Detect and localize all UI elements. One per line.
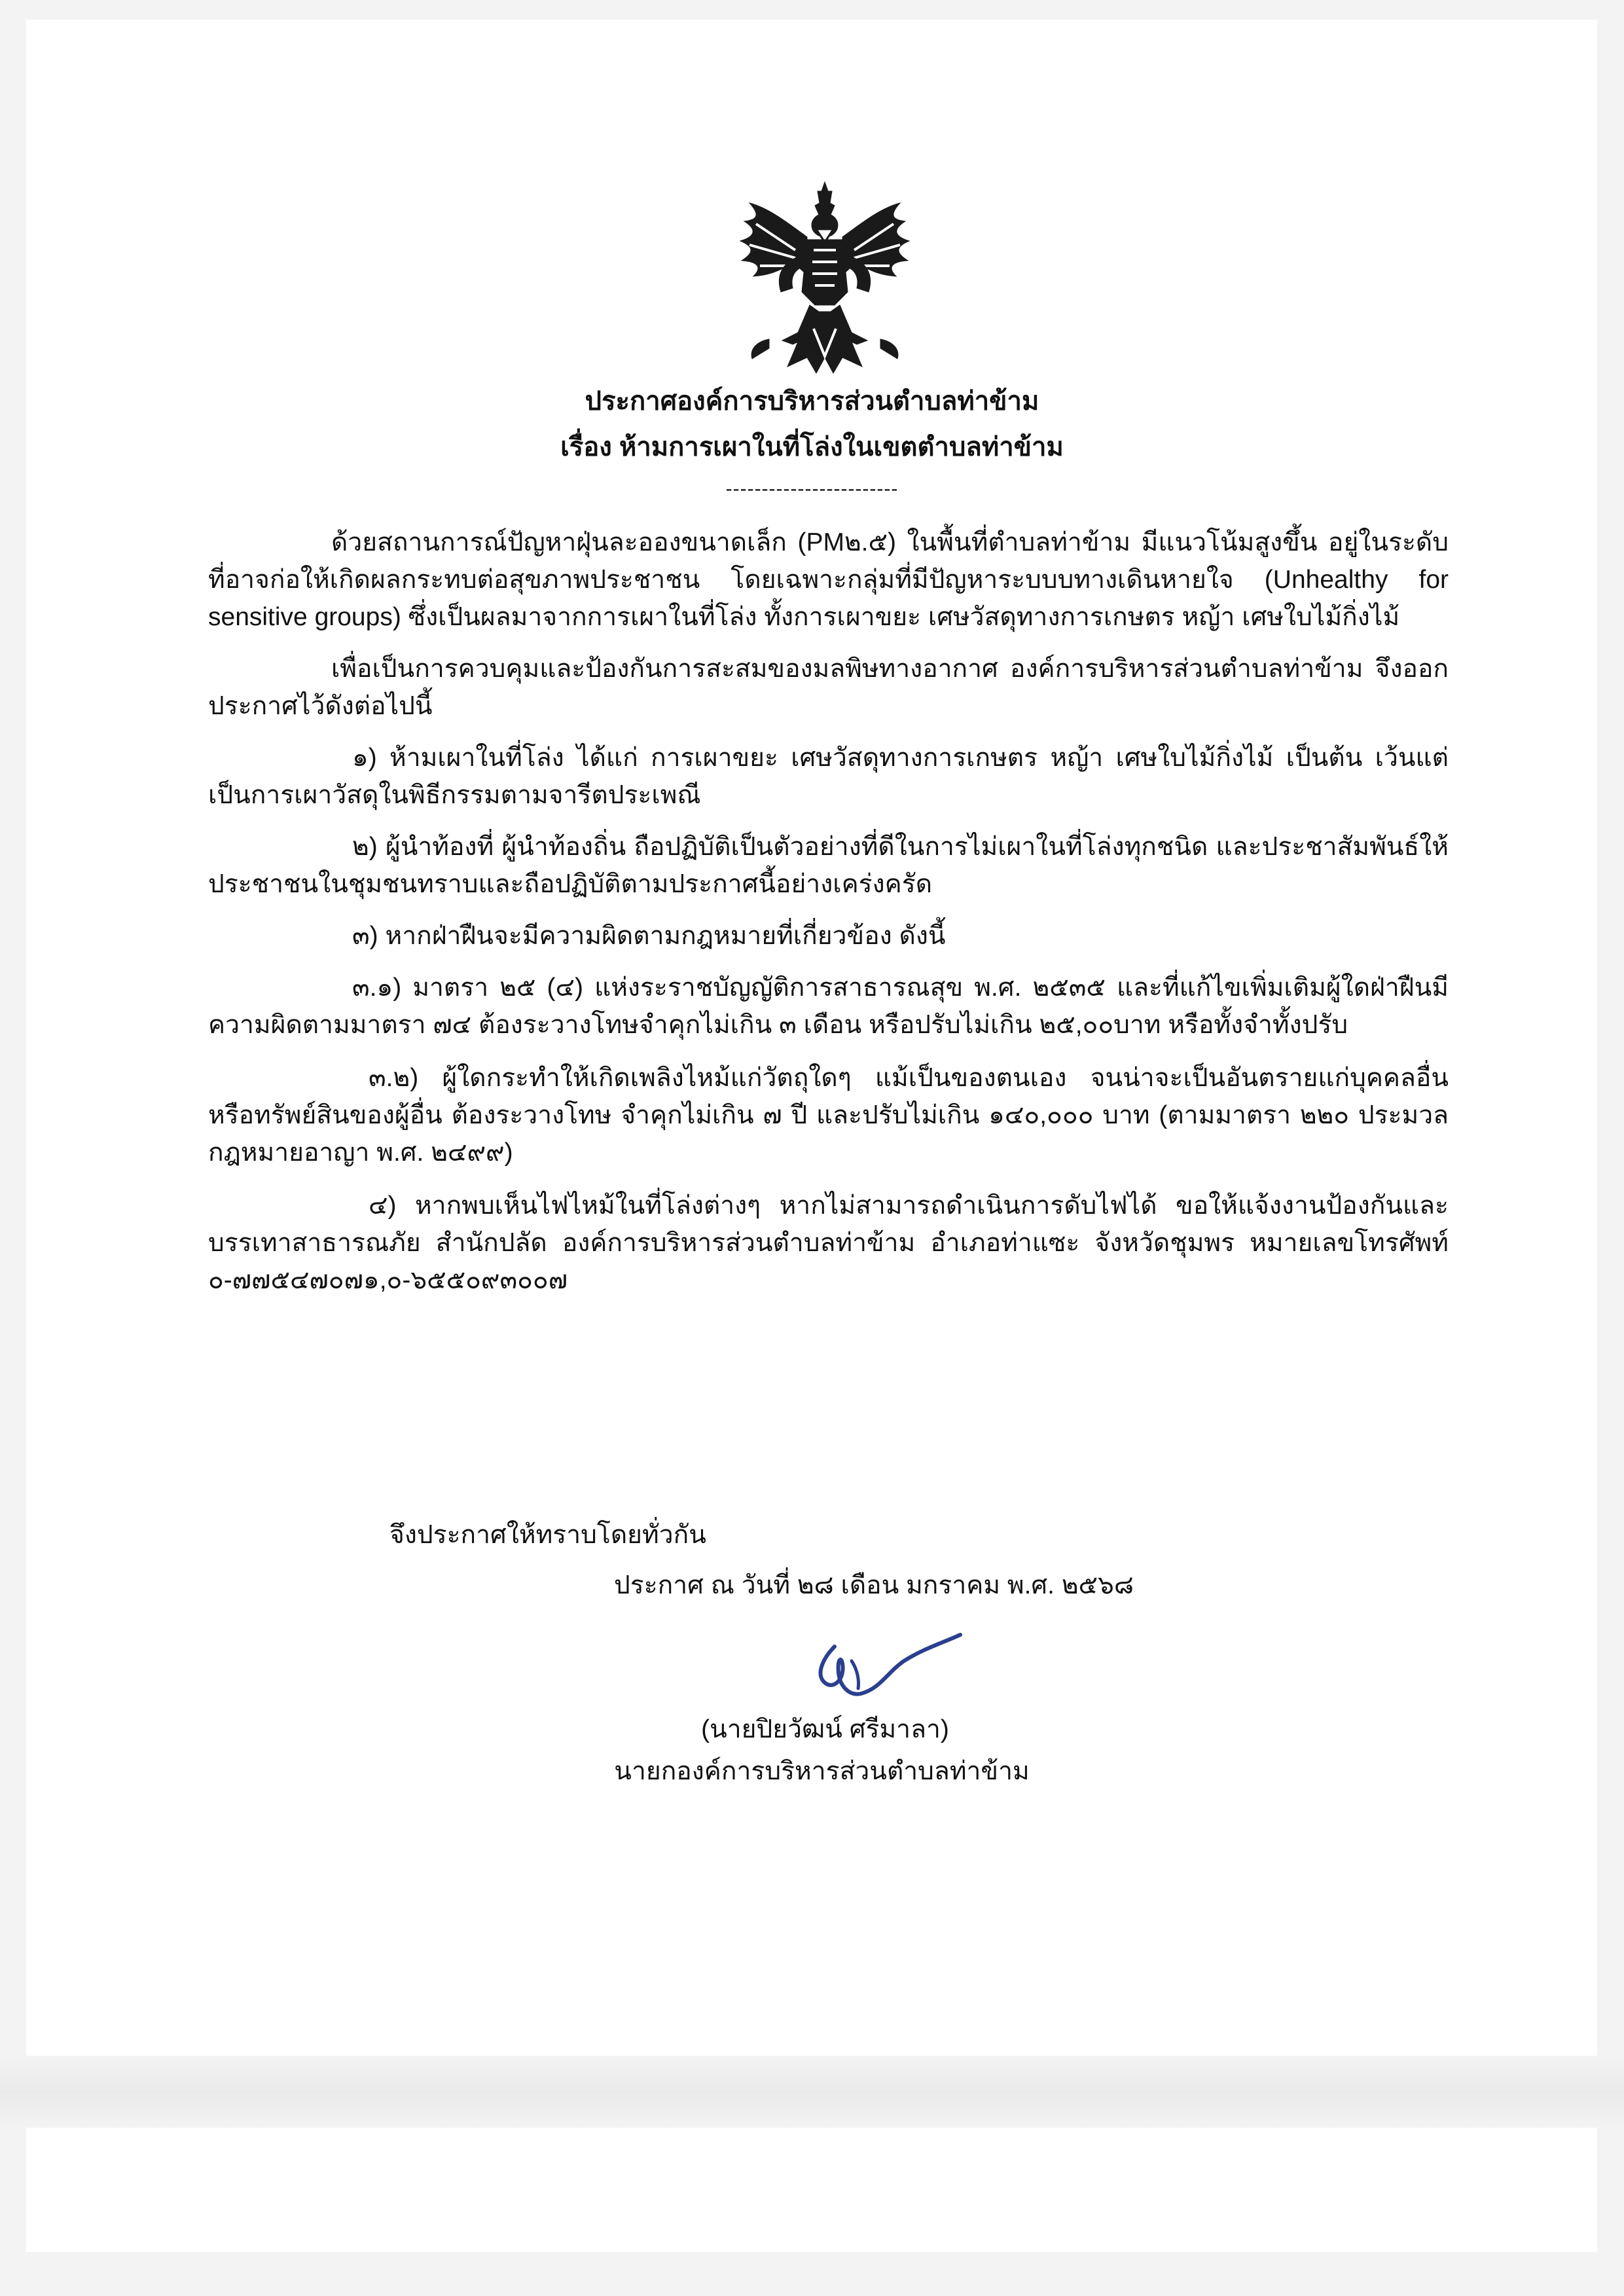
announcement-date: ประกาศ ณ วันที่ ๒๘ เดือน มกราคม พ.ศ. ๒๕๖๘ [614,1571,1134,1599]
garuda-emblem-icon [730,177,920,380]
announcement-subject: เรื่อง ห้ามการเผาในที่โล่งในเขตตำบลท่าข้าม [560,433,1064,462]
rule-item-4: ๔) หากพบเห็นไฟไหม้ในที่โล่งต่างๆ หากไม่สามารถดำเนินการดับไฟได้ ขอให้แจ้งงานป้องกันและบรรเทาสาธารณภัย สำนักปลัด องค์การบริหารส่วนตำบลท่าข้าม อำเภอท่าแซะ จังหวัดชุมพร หมายเลขโทรศัพท์ ๐-๗๗๕๔๗๐๗๑,๐-๖๕๕๐๙๓๐๐๗ [208,1192,1449,1294]
title-divider: ------------------------ [725,478,899,500]
rule-item-2: ๒) ผู้นำท้องที่ ผู้นำท้องถิ่น ถือปฏิบัติเป็นตัวอย่างที่ดีในการไม่เผาในที่โล่งทุกชนิด และประชาสัมพันธ์ให้ประชาชนในชุมชนทราบและถือปฏิบัติตามประกาศนี้อย่างเคร่งครัด [208,833,1449,898]
rule-item-3-2: ๓.๒) ผู้ใดกระทำให้เกิดเพลิงไหม้แก่วัตถุใดๆ แม้เป็นของตนเอง จนน่าจะเป็นอันตรายแก่บุคคลอื่น หรือทรัพย์สินของผู้อื่น ต้องระวางโทษ จำคุกไม่เกิน ๗ ปี และปรับไม่เกิน ๑๔๐,๐๐๐ บาท (ตามมาตรา ๒๒๐ ประมวลกฎหมายอาญา พ.ศ. ๒๔๙๙) [208,1064,1449,1167]
closing-announce: จึงประกาศให้ทราบโดยทั่วกัน [389,1521,706,1549]
paragraph-situation: ด้วยสถานการณ์ปัญหาฝุ่นละอองขนาดเล็ก (PM๒.๕) ในพื้นที่ตำบลท่าข้าม มีแนวโน้มสูงขึ้น อยู่ในระดับที่อาจก่อให้เกิดผลกระทบต่อสุขภาพประชาชน โดยเฉพาะกลุ่มที่มีปัญหาระบบบทางเดินหายใจ (Unhealthy for sensitive groups) ซึ่งเป็นผลมาจากการเผาในที่โล่ง ทั้งการเผาขยะ เศษวัสดุทางการเกษตร หญ้า เศษใบไม้กิ่งไม้ [208,528,1449,631]
rule-item-3: ๓) หากฝ่าฝืนจะมีความผิดตามกฎหมายที่เกี่ยวข้อง ดังนี้ [352,922,946,950]
signer-position: นายกองค์การบริหารส่วนตำบลท่าข้าม [614,1757,1030,1785]
rule-item-1: ๑) ห้ามเผาในที่โล่ง ได้แก่ การเผาขยะ เศษวัสดุทางการเกษตร หญ้า เศษใบไม้กิ่งไม้ เป็นต้น เว้นแต่เป็นการเผาวัสดุในพิธีกรรมตามจารีตประเพณี [208,744,1449,809]
signer-name: (นายปิยวัฒน์ ศรีมาลา) [701,1715,949,1743]
signer-block [0,1709,1624,1793]
announcement-header [0,378,1624,508]
announcement-title: ประกาศองค์การบริหารส่วนตำบลท่าข้าม [585,387,1039,416]
rule-item-3-1: ๓.๑) มาตรา ๒๕ (๔) แห่งระราชบัญญัติการสาธารณสุข พ.ศ. ๒๕๓๕ และที่แก้ไขเพิ่มเติมผู้ใดฝ่าฝืนมีความผิดตามมาตรา ๗๔ ต้องระวางโทษจำคุกไม่เกิน ๓ เดือน หรือปรับไม่เกิน ๒๕,๐๐บาท หรือทั้งจำทั้งปรับ [208,974,1449,1039]
announcement-body [208,524,1449,1299]
scan-shadow-band [0,2056,1624,2128]
paragraph-purpose: เพื่อเป็นการควบคุมและป้องกันการสะสมของมลพิษทางอากาศ องค์การบริหารส่วนตำบลท่าข้าม จึงออกประกาศไว้ดังต่อไปนี้ [208,655,1449,720]
handwritten-signature-icon [789,1620,985,1719]
